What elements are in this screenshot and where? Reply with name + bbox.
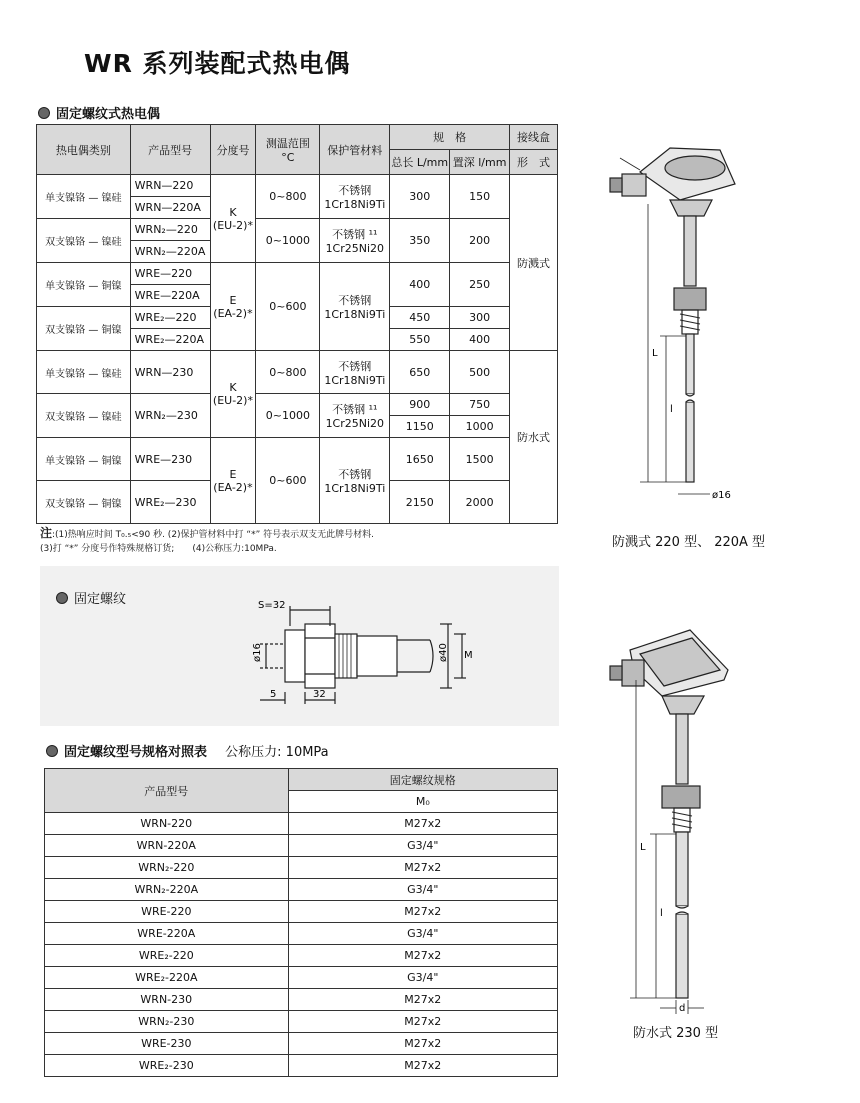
model-cell: WRE—220: [130, 263, 210, 285]
spec-cell: M27x2: [288, 945, 557, 967]
model-cell: WRE₂-230: [45, 1055, 289, 1077]
spec-cell: G3/4": [288, 923, 557, 945]
spec-cell: M27x2: [288, 901, 557, 923]
model-cell: WRN₂—220A: [130, 241, 210, 263]
note-line-2: (3)打 “*” 分度号作特殊规格订货; (4)公称压力:10MPa.: [40, 544, 277, 554]
model-cell: WRN₂-220A: [45, 879, 289, 901]
splash-proof-caption: 防溅式 220 型、 220A 型: [612, 535, 766, 550]
length-cell: 900: [390, 394, 450, 416]
model-cell: WRE₂—230: [130, 481, 210, 524]
spec-cell: G3/4": [288, 835, 557, 857]
range-cell: 0~800: [256, 175, 320, 219]
material-cell: [320, 263, 390, 351]
header-box: 接线盒: [510, 125, 558, 150]
model-cell: WRE-220A: [45, 923, 289, 945]
material-grade: 1Cr25Ni20: [325, 242, 385, 255]
section-heading-fixed-thread: [56, 588, 126, 607]
model-cell: WRN-220A: [45, 835, 289, 857]
bullet-icon: [46, 745, 58, 757]
depth-cell: 200: [450, 219, 510, 263]
table-row: [45, 1033, 558, 1055]
model-cell: WRN-220: [45, 813, 289, 835]
header-box-form: 形 式: [510, 150, 558, 175]
depth-cell: 250: [450, 263, 510, 307]
spec-cell: M27x2: [288, 1055, 557, 1077]
grade-code: K: [229, 205, 237, 219]
spec-cell: M27x2: [288, 1033, 557, 1055]
table-row: [45, 813, 558, 835]
material-grade: 1Cr18Ni9Ti: [324, 482, 386, 495]
model-cell: WRN₂—230: [130, 394, 210, 438]
material-grade: 1Cr18Ni9Ti: [324, 373, 386, 387]
table-row: [45, 989, 558, 1011]
thread-fitting-drawing: [200, 596, 500, 716]
thread-spec-table: [44, 768, 558, 1077]
category-cell: 单支镍铬 — 铜镍: [37, 438, 131, 481]
header-range-label: 测温范围: [265, 137, 310, 150]
material-name: 不锈钢: [338, 468, 372, 481]
material-cell: [320, 394, 390, 438]
depth-cell: 1500: [450, 438, 510, 481]
grade-old-code: (EA-2)*: [213, 480, 253, 494]
splash-proof-thermocouple-drawing: [600, 120, 790, 520]
grade-code: E: [229, 467, 237, 481]
category-cell: 双支镍铬 — 铜镍: [37, 481, 131, 524]
depth-cell: 150: [450, 175, 510, 219]
note-line-1: [40, 524, 374, 541]
dim-m: M: [464, 650, 473, 661]
model-cell: WRE—230: [130, 438, 210, 481]
bullet-icon: [56, 592, 68, 604]
spec-table: [36, 124, 558, 524]
depth-cell: 750: [450, 394, 510, 416]
material-cell: [320, 351, 390, 394]
material-name: 不锈钢 ¹¹: [332, 403, 378, 416]
length-cell: 400: [390, 263, 450, 307]
model-cell: WRN—220A: [130, 197, 210, 219]
table-row: [45, 901, 558, 923]
section-title: 固定螺纹: [74, 592, 127, 607]
range-cell: 0~600: [256, 438, 320, 524]
model-cell: WRE₂-220A: [45, 967, 289, 989]
header-type: 热电偶类别: [37, 125, 131, 175]
grade-cell: [210, 351, 256, 438]
length-cell: 650: [390, 351, 450, 394]
depth-cell: 300: [450, 307, 510, 329]
model-cell: WRE₂-220: [45, 945, 289, 967]
category-cell: 双支镍铬 — 铜镍: [37, 307, 131, 351]
table-row: [45, 967, 558, 989]
material-cell: [320, 175, 390, 219]
spec-cell: M27x2: [288, 1011, 557, 1033]
waterproof-caption: 防水式 230 型: [633, 1026, 719, 1041]
page-title: WR 系列装配式热电偶: [84, 49, 351, 78]
range-cell: 0~1000: [256, 394, 320, 438]
box-cell: 防水式: [510, 351, 558, 524]
length-cell: 2150: [390, 481, 450, 524]
material-grade: 1Cr18Ni9Ti: [324, 198, 386, 211]
dim-d16: ø16: [252, 643, 263, 662]
note-text-1: :(1)热响应时间 T₀.₅<90 秒. (2)保护管材料中打 “*” 符号表示双支无此牌号材料.: [52, 530, 374, 540]
material-name: 不锈钢 ¹¹: [332, 228, 378, 241]
grade-old-code: (EA-2)*: [213, 306, 253, 320]
material-cell: [320, 219, 390, 263]
header-model: 产品型号: [45, 769, 289, 813]
model-cell: WRN₂-220: [45, 857, 289, 879]
table-row: [45, 857, 558, 879]
header-length: 总长 L/mm: [390, 150, 450, 175]
grade-cell: [210, 263, 256, 351]
material-grade: 1Cr25Ni20: [325, 417, 385, 430]
model-cell: WRE-230: [45, 1033, 289, 1055]
material-grade: 1Cr18Ni9Ti: [324, 308, 386, 321]
note-label: 注: [40, 526, 53, 540]
spec-cell: M27x2: [288, 857, 557, 879]
spec-cell: M27x2: [288, 813, 557, 835]
depth-cell: 500: [450, 351, 510, 394]
model-cell: WRE₂—220: [130, 307, 210, 329]
dim-l: l: [660, 908, 663, 919]
table-row: [45, 945, 558, 967]
section-title: 固定螺纹式热电偶: [56, 107, 161, 122]
header-range: [256, 125, 320, 175]
waterproof-thermocouple-drawing: [600, 620, 790, 1016]
depth-cell: 400: [450, 329, 510, 351]
header-spec: 规 格: [390, 125, 510, 150]
spec-cell: G3/4": [288, 879, 557, 901]
range-cell: 0~1000: [256, 219, 320, 263]
model-cell: WRN—220: [130, 175, 210, 197]
header-range-unit: °C: [281, 151, 295, 164]
material-cell: [320, 438, 390, 524]
header-grade: 分度号: [210, 125, 256, 175]
model-cell: WRN-230: [45, 989, 289, 1011]
dim-d: ø16: [712, 490, 731, 501]
length-cell: 300: [390, 175, 450, 219]
material-name: 不锈钢: [338, 359, 372, 373]
section-heading-thread-table: [46, 741, 329, 760]
model-cell: WRE—220A: [130, 285, 210, 307]
header-depth: 置深 l/mm: [450, 150, 510, 175]
category-cell: 双支镍铬 — 镍硅: [37, 394, 131, 438]
grade-code: E: [229, 293, 237, 307]
table-row: [45, 879, 558, 901]
table-row: [45, 835, 558, 857]
header-model: 产品型号: [130, 125, 210, 175]
dim-L: L: [640, 842, 646, 853]
table-row: [45, 923, 558, 945]
model-cell: WRN—230: [130, 351, 210, 394]
grade-cell: [210, 438, 256, 524]
material-name: 不锈钢: [338, 184, 372, 197]
grade-old-code: (EU-2)*: [212, 394, 253, 407]
length-cell: 350: [390, 219, 450, 263]
model-cell: WRE₂—220A: [130, 329, 210, 351]
model-cell: WRN₂-230: [45, 1011, 289, 1033]
grade-cell: [210, 175, 256, 263]
category-cell: 单支镍铬 — 镍硅: [37, 351, 131, 394]
bullet-icon: [38, 107, 50, 119]
table-row: [45, 1055, 558, 1077]
depth-cell: 2000: [450, 481, 510, 524]
section-title: 固定螺纹型号规格对照表: [64, 745, 208, 760]
dim-d: d: [679, 1003, 686, 1014]
dim-s32: S=32: [258, 600, 286, 611]
spec-cell: M27x2: [288, 989, 557, 1011]
box-cell: 防溅式: [510, 175, 558, 351]
table-row: [45, 1011, 558, 1033]
dim-d40: ø40: [438, 643, 449, 662]
header-spec: 固定螺纹规格: [288, 769, 557, 791]
section-heading-fixed-thread-thermocouple: [38, 103, 160, 122]
model-cell: WRN₂—220: [130, 219, 210, 241]
pressure-label: 公称压力: 10MPa: [225, 745, 329, 760]
category-cell: 单支镍铬 — 镍硅: [37, 175, 131, 219]
depth-cell: 1000: [450, 416, 510, 438]
dim-5: 5: [270, 689, 277, 700]
dim-32: 32: [313, 689, 326, 700]
header-material: 保护管材料: [320, 125, 390, 175]
length-cell: 1650: [390, 438, 450, 481]
category-cell: 单支镍铬 — 铜镍: [37, 263, 131, 307]
length-cell: 1150: [390, 416, 450, 438]
grade-code: K: [229, 381, 237, 394]
model-cell: WRE-220: [45, 901, 289, 923]
spec-cell: G3/4": [288, 967, 557, 989]
dim-l: l: [670, 404, 673, 415]
category-cell: 双支镍铬 — 镍硅: [37, 219, 131, 263]
range-cell: 0~800: [256, 351, 320, 394]
length-cell: 450: [390, 307, 450, 329]
length-cell: 550: [390, 329, 450, 351]
grade-old-code: (EU-2)*: [212, 218, 253, 232]
material-name: 不锈钢: [338, 294, 372, 307]
dim-L: L: [652, 348, 658, 359]
thread-diagram-panel: [40, 566, 559, 726]
range-cell: 0~600: [256, 263, 320, 351]
header-sub: M₀: [288, 791, 557, 813]
